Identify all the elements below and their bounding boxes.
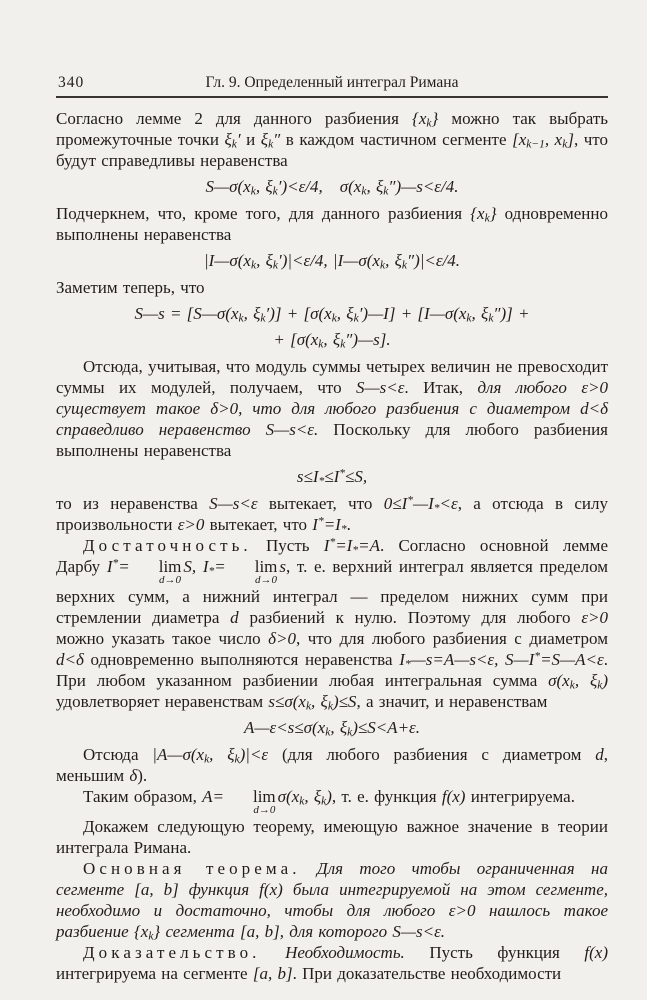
text-run: [$x_{k-1}$, $x_k$]	[512, 130, 574, 151]
text-run: , т. е. функция	[331, 787, 442, 806]
text-run: $I_*—s=A—s<\varepsilon$, S—I*=S—A<ε	[399, 650, 604, 671]
paragraph	[56, 108, 608, 171]
paragraph	[56, 744, 608, 786]
text-run: Основная теорема.	[83, 859, 301, 878]
text-run: $\xi_k''$	[260, 130, 281, 151]
text-run: d	[595, 745, 604, 764]
text-run: Согласно лемме 2 для данного разбиения	[56, 109, 413, 128]
text-run: , а отсюда в силу произвольности	[56, 494, 608, 534]
text-run: ε>0	[581, 608, 608, 627]
display-formula	[56, 176, 608, 197]
text-run: Докажем следующую теорему, имеющую важное значение в теории интеграла Римана.	[56, 817, 608, 857]
text-run: Отсюда, учитывая, что модуль суммы четырех величин не превосходит суммы их модулей, получаем, что	[56, 357, 608, 397]
display-formula	[56, 717, 608, 738]
page-header	[56, 74, 608, 98]
paragraph	[56, 858, 608, 942]
limit-notation: lim d→0	[252, 787, 276, 816]
text-run: интегрируема.	[465, 787, 575, 806]
text-run: [a, b]	[252, 964, 293, 983]
text-run: Поскольку для любого разбиения выполнены неравенства	[56, 420, 608, 460]
text-run: можно так выбрать промежуточные точки	[56, 109, 608, 149]
text-run: . При любом указанном разбиении любая интегральная сумма	[56, 650, 608, 690]
display-formula	[56, 329, 608, 350]
text-run: Таким образом,	[83, 787, 203, 806]
text-run: δ>0	[268, 629, 297, 648]
display-formula	[56, 303, 608, 324]
text-run: . При доказательстве необходимости	[292, 964, 562, 983]
text-run: d<δ	[56, 650, 84, 669]
text-run: разбиений к нулю. Поэтому для любого	[238, 608, 582, 627]
text-run: Необходимость.	[285, 943, 405, 962]
text-run	[261, 943, 286, 962]
paragraph	[56, 816, 608, 858]
text-run: для любого ε>0 существует такое δ>0, что для любого разбиения с диаметром d<δ справедливо неравенство S—s<ε.	[56, 378, 608, 439]
text-run: Для того чтобы ограниченная на сегменте [a, b] функция f(x) была интегрируемой на этом сегменте, необходимо и достаточно, чтобы для любого ε>0 нашлось такое разбиение $\{x_k\}$ сегмента [a, b], для которого S—s<ε.	[56, 859, 608, 943]
display-formula	[56, 250, 608, 271]
text-run: $\sigma(x_k$, $\xi_k$)	[277, 787, 332, 808]
text-run: , а значит, и неравенствам	[356, 692, 548, 711]
chapter-title: Гл. 9. Определенный интеграл Римана	[205, 74, 459, 91]
text-run: $s\le\sigma(x_k$, $\xi_k)\le S$	[268, 692, 357, 713]
text-run: $\xi_k'$	[224, 130, 241, 151]
text-run: . Итак,	[404, 378, 478, 397]
text-run: $I_*=$	[202, 557, 226, 578]
paragraph	[56, 535, 608, 712]
text-run: . Согласно основной лемме Дарбу	[56, 536, 608, 576]
text-run: $S—\sigma(x_k$, $\xi_k')<\varepsilon/4$, $\sigma(x_k$, $\xi_k'')—s<\varepsilon/4$.	[205, 177, 459, 198]
text-run: .	[346, 515, 351, 534]
text-run: , что будут справедливы неравенства	[56, 130, 609, 170]
text-run: Пусть	[251, 536, 324, 555]
paragraph	[56, 277, 608, 298]
paragraph	[56, 942, 608, 984]
text-run: f(x)	[584, 943, 609, 962]
text-run: Отсюда	[83, 745, 153, 764]
text-run: $|I—\sigma(x_k$, $\xi_k')|<\varepsilon/4$, $|I—\sigma(x_k$, $\xi_k'')|<\varepsilon/4$.	[203, 251, 461, 272]
text-run: вытекает, что	[257, 494, 384, 513]
text-run: $I^*=I_*$	[312, 515, 347, 536]
page-number: 340	[58, 74, 85, 91]
text-run: одновременно выполняются неравенства	[83, 650, 400, 669]
text-run: Подчеркнем, что, кроме того, для данного разбиения	[56, 204, 471, 223]
text-run: S—s = [$S—\sigma(x_k$, $\xi_k')] + [\sigma(x_k$, $\xi_k')—I$] + [$I—\sigma(x_k$, $\xi_k''$)] +	[134, 304, 530, 325]
page-body	[56, 108, 608, 984]
paragraph	[56, 203, 608, 245]
text-run: Доказательство.	[83, 943, 261, 962]
text-run	[301, 859, 317, 878]
text-run: S—s<ε	[209, 494, 258, 513]
text-run: $s\le I_*\le I^*\le S$,	[296, 467, 368, 488]
text-run: I*=	[106, 557, 130, 576]
text-run: и	[240, 130, 261, 149]
text-run: $\{x_k\}$	[412, 109, 439, 130]
text-run: $0\le I^*—I_*<\varepsilon$	[383, 494, 458, 515]
text-run: d	[230, 608, 239, 627]
text-run: удовлетворяет неравенствам	[56, 692, 269, 711]
text-run: A=	[202, 787, 224, 806]
text-run: ε>0	[177, 515, 205, 534]
limit-notation: lim d→0	[158, 557, 182, 586]
paragraph	[56, 493, 608, 535]
text-run: , что для любого разбиения с диаметром	[296, 629, 608, 648]
text-run: ).	[137, 766, 148, 785]
limit-notation: lim d→0	[254, 557, 278, 586]
text-run: s	[279, 557, 287, 576]
text-run: $A—\varepsilon<s\le\sigma(x_k$, $\xi_k)\le S<A+\varepsilon$.	[244, 718, 420, 739]
paragraph	[56, 786, 608, 816]
text-run: в каждом частичном сегменте	[280, 130, 513, 149]
text-run: Заметим теперь, что	[56, 278, 205, 297]
text-run: можно указать такое число	[56, 629, 269, 648]
text-run: f(x)	[441, 787, 466, 806]
text-run: S,	[183, 557, 203, 576]
text-run: $\sigma(x_k$, $\xi_k$)	[548, 671, 609, 692]
paragraph	[56, 356, 608, 461]
text-run: δ	[129, 766, 138, 785]
text-run: $\{x_k\}$	[470, 204, 497, 225]
text-run: , меньшим	[56, 745, 608, 785]
text-run: то из неравенства	[56, 494, 210, 513]
text-run: $I^*=I_*=A$	[323, 536, 380, 557]
text-run: (для любого разбиения с диаметром	[268, 745, 596, 764]
text-run: Пусть функция	[404, 943, 585, 962]
text-run: $|A—\sigma(x_k$, $\xi_k)|<\varepsilon$	[152, 745, 269, 766]
text-run: вытекает, что	[204, 515, 313, 534]
text-run: одновременно выполнены неравенства	[56, 204, 608, 244]
text-run: Достаточность.	[83, 536, 252, 555]
display-formula	[56, 466, 608, 487]
text-run: интегрируема на сегменте	[56, 964, 253, 983]
text-run: , т. е. верхний интеграл является пределом верхних сумм, а нижний интеграл — пределом нижних сумм при стремлении диаметра	[56, 557, 609, 627]
text-run: + [$\sigma(x_k$, $\xi_k'')—s$].	[273, 330, 391, 351]
text-run: S—s<ε	[356, 378, 405, 397]
